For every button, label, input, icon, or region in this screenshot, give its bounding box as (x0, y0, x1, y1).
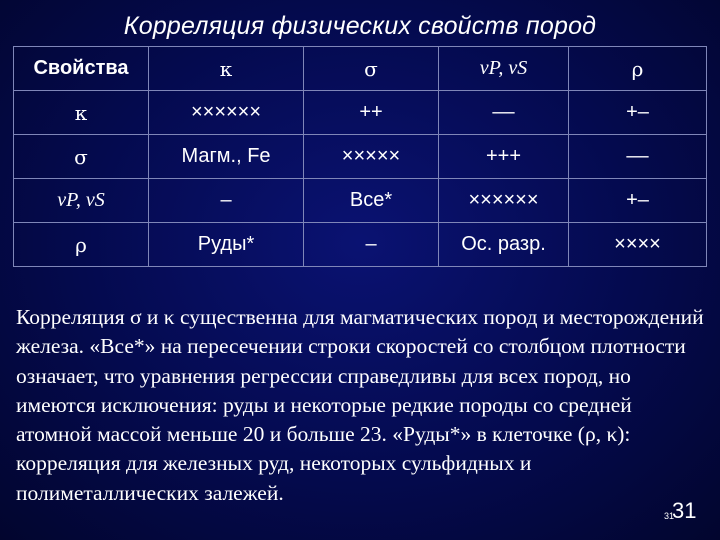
table-cell: –– (569, 135, 707, 179)
table-header-row (14, 47, 707, 91)
table-cell: Руды* (149, 223, 304, 267)
explanation-paragraph: Корреляция σ и κ существенна для магматических пород и месторождений железа. «Все*» на пересечении строки скоростей со столбцом плотности означает, что уравнения регрессии справедливы для всех пород, но имеются исключения: руды и некоторые редкие породы со средней атомной массой меньше 20 и больше 23. «Руды*» в клеточке (ρ, κ): корреляция для железных руд, некоторых сульфидных и полиметаллических залежей. (16, 305, 704, 505)
slide-number-small: 31 (664, 511, 675, 521)
header-cell-rho: ρ (569, 47, 707, 91)
table-row (14, 223, 707, 267)
row-label-velocity: vP, vS (14, 179, 149, 223)
table-row (14, 179, 707, 223)
table-cell: –– (439, 91, 569, 135)
table-cell: Все* (304, 179, 439, 223)
table-row (14, 91, 707, 135)
header-cell-kappa: κ (149, 47, 304, 91)
table-cell: ×××××× (149, 91, 304, 135)
table-cell: +– (569, 179, 707, 223)
table-cell: +– (569, 91, 707, 135)
row-label-kappa: κ (14, 91, 149, 135)
table-cell: +++ (439, 135, 569, 179)
row-label-sigma: σ (14, 135, 149, 179)
table-cell: ××××× (304, 135, 439, 179)
table-cell: Ос. разр. (439, 223, 569, 267)
table-cell: ×××××× (439, 179, 569, 223)
row-label-rho: ρ (14, 223, 149, 267)
table-cell: ++ (304, 91, 439, 135)
header-cell-sigma: σ (304, 47, 439, 91)
table-cell: – (149, 179, 304, 223)
slide-number: 31 (672, 498, 697, 523)
table-cell: – (304, 223, 439, 267)
table-cell: Магм., Fe (149, 135, 304, 179)
table-cell: ×××× (569, 223, 707, 267)
table-row (14, 135, 707, 179)
correlation-table (13, 46, 707, 267)
header-cell-velocity: vP, vS (439, 47, 569, 91)
header-cell-properties: Свойства (14, 47, 149, 91)
slide-title: Корреляция физических свойств пород (123, 12, 597, 40)
